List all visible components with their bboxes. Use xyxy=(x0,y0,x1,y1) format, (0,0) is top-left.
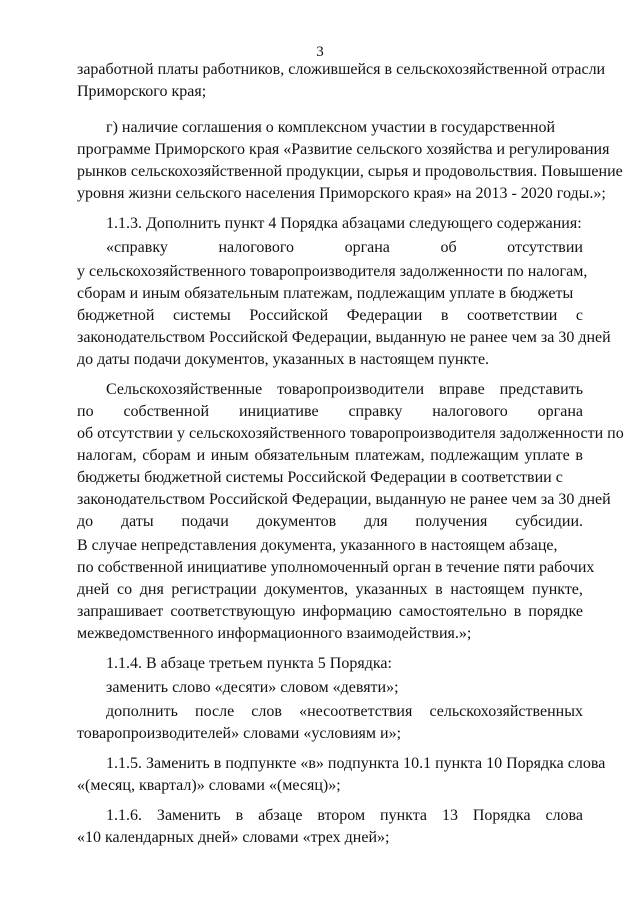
word: документов xyxy=(256,513,337,530)
word: Сельскохозяйственные xyxy=(106,381,263,398)
word: самостоятельно xyxy=(398,603,507,620)
word: справку xyxy=(348,403,403,420)
word: вправе xyxy=(438,381,485,398)
word: по xyxy=(77,403,94,420)
word: пункта xyxy=(380,807,428,824)
word: Порядка xyxy=(472,807,531,824)
word: уплате xyxy=(524,447,570,464)
word: платежам, xyxy=(355,447,425,464)
text-line xyxy=(77,512,583,532)
text-line: законодательством Российской Федерации, выданную не ранее чем за 30 дней xyxy=(77,329,611,346)
word: субсидии. xyxy=(515,513,583,530)
text-line: уровня жизни сельского населения Приморского края» на 2013 - 2020 годы.»; xyxy=(77,185,606,202)
text-line: 1.1.3. Дополнить пункт 4 Порядка абзацами следующего содержания: xyxy=(106,215,582,232)
word: дня xyxy=(139,581,164,598)
word: соответствии xyxy=(466,307,558,324)
text-line xyxy=(77,446,583,466)
word: налогам, xyxy=(77,447,137,464)
word: в xyxy=(435,581,443,598)
word: в xyxy=(235,807,244,824)
word: дополнить xyxy=(106,703,178,720)
text-line xyxy=(77,602,583,622)
word: сборам xyxy=(142,447,191,464)
word: иным xyxy=(210,447,249,464)
word: получения xyxy=(415,513,488,530)
text-line xyxy=(106,380,583,400)
text-line: рынков сельскохозяйственной продукции, сырья и продовольствия. Повышение xyxy=(77,163,623,180)
word: даты xyxy=(121,513,154,530)
word: «несоответствия xyxy=(299,703,413,720)
word: для xyxy=(364,513,388,530)
word: бюджетной xyxy=(77,307,155,324)
word: слова xyxy=(545,807,583,824)
text-line xyxy=(77,306,583,326)
word: слов xyxy=(251,703,282,720)
word: «справку xyxy=(106,239,168,256)
word: пункте, xyxy=(532,581,583,598)
word: со xyxy=(117,581,133,598)
text-line: «(месяц, квартал)» словами «(месяц)»; xyxy=(77,777,341,794)
word: Федерации xyxy=(346,307,423,324)
word: указанных xyxy=(355,581,428,598)
word: собственной xyxy=(123,403,210,420)
text-line: бюджеты бюджетной системы Российской Федерации в соответствии с xyxy=(77,469,563,486)
text-line: законодательством Российской Федерации, выданную не ранее чем за 30 дней xyxy=(77,491,611,508)
text-line: Приморского края; xyxy=(77,83,207,100)
text-line: по собственной инициативе уполномоченный орган в течение пяти рабочих xyxy=(77,559,595,576)
word: соответствующую xyxy=(170,603,296,620)
text-line: сборам и иным обязательным платежам, подлежащим уплате в бюджеты xyxy=(77,285,574,302)
word: с xyxy=(575,307,583,324)
word: в xyxy=(513,603,522,620)
word: абзаце xyxy=(258,807,303,824)
word: подачи xyxy=(181,513,229,530)
word: документов, xyxy=(264,581,348,598)
word: инициативе xyxy=(238,403,319,420)
word: настоящем xyxy=(450,581,525,598)
text-line: 1.1.5. Заменить в подпункте «в» подпункта 10.1 пункта 10 Порядка слова xyxy=(106,755,606,772)
text-line: товаропроизводителей» словами «условиям и»; xyxy=(77,725,402,742)
word: 13 xyxy=(441,807,458,824)
text-line: заработной платы работников, сложившейся в сельскохозяйственной отрасли xyxy=(77,61,606,78)
word: после xyxy=(195,703,235,720)
word: запрашивает xyxy=(77,603,164,620)
word: втором xyxy=(317,807,366,824)
word: и xyxy=(196,447,206,464)
word: регистрации xyxy=(171,581,257,598)
word: в xyxy=(440,307,449,324)
text-line: 1.1.4. В абзаце третьем пункта 5 Порядка: xyxy=(106,655,392,672)
text-line xyxy=(77,580,583,600)
text-line: «10 календарных дней» словами «трех дней»; xyxy=(77,829,390,846)
word: налогового xyxy=(432,403,508,420)
word: Заменить xyxy=(156,807,221,824)
word: 1.1.6. xyxy=(106,807,142,824)
word: информацию xyxy=(302,603,392,620)
word: сельскохозяйственных xyxy=(429,703,583,720)
text-line: заменить слово «десяти» словом «девяти»; xyxy=(106,679,399,696)
word: органа xyxy=(344,239,390,256)
text-line: межведомственного информационного взаимодействия.»; xyxy=(77,625,472,642)
word: представить xyxy=(499,381,583,398)
text-line xyxy=(77,402,583,422)
word: налогового xyxy=(218,239,294,256)
word: отсутствии xyxy=(507,239,583,256)
word: товаропроизводители xyxy=(277,381,425,398)
word: подлежащим xyxy=(430,447,519,464)
text-line xyxy=(106,806,583,826)
text-line: у сельскохозяйственного товаропроизводителя задолженности по налогам, xyxy=(77,263,588,280)
text-line: г) наличие соглашения о комплексном участии в государственной xyxy=(106,119,556,136)
text-line xyxy=(106,702,583,722)
word: Российской xyxy=(249,307,329,324)
word: до xyxy=(77,513,94,530)
word: об xyxy=(440,239,457,256)
text-line: программе Приморского края «Развитие сельского хозяйства и регулирования xyxy=(77,141,610,158)
word: органа xyxy=(537,403,583,420)
word: дней xyxy=(77,581,110,598)
text-line: об отсутствии у сельскохозяйственного товаропроизводителя задолженности по xyxy=(77,425,624,442)
word: обязательным xyxy=(254,447,350,464)
word: порядке xyxy=(528,603,583,620)
word: системы xyxy=(173,307,231,324)
text-line: до даты подачи документов, указанных в настоящем пункте. xyxy=(77,351,490,368)
word: в xyxy=(575,447,583,464)
page-number: 3 xyxy=(316,44,324,60)
text-line: В случае непредставления документа, указанного в настоящем абзаце, xyxy=(77,537,558,554)
text-line xyxy=(106,238,583,258)
